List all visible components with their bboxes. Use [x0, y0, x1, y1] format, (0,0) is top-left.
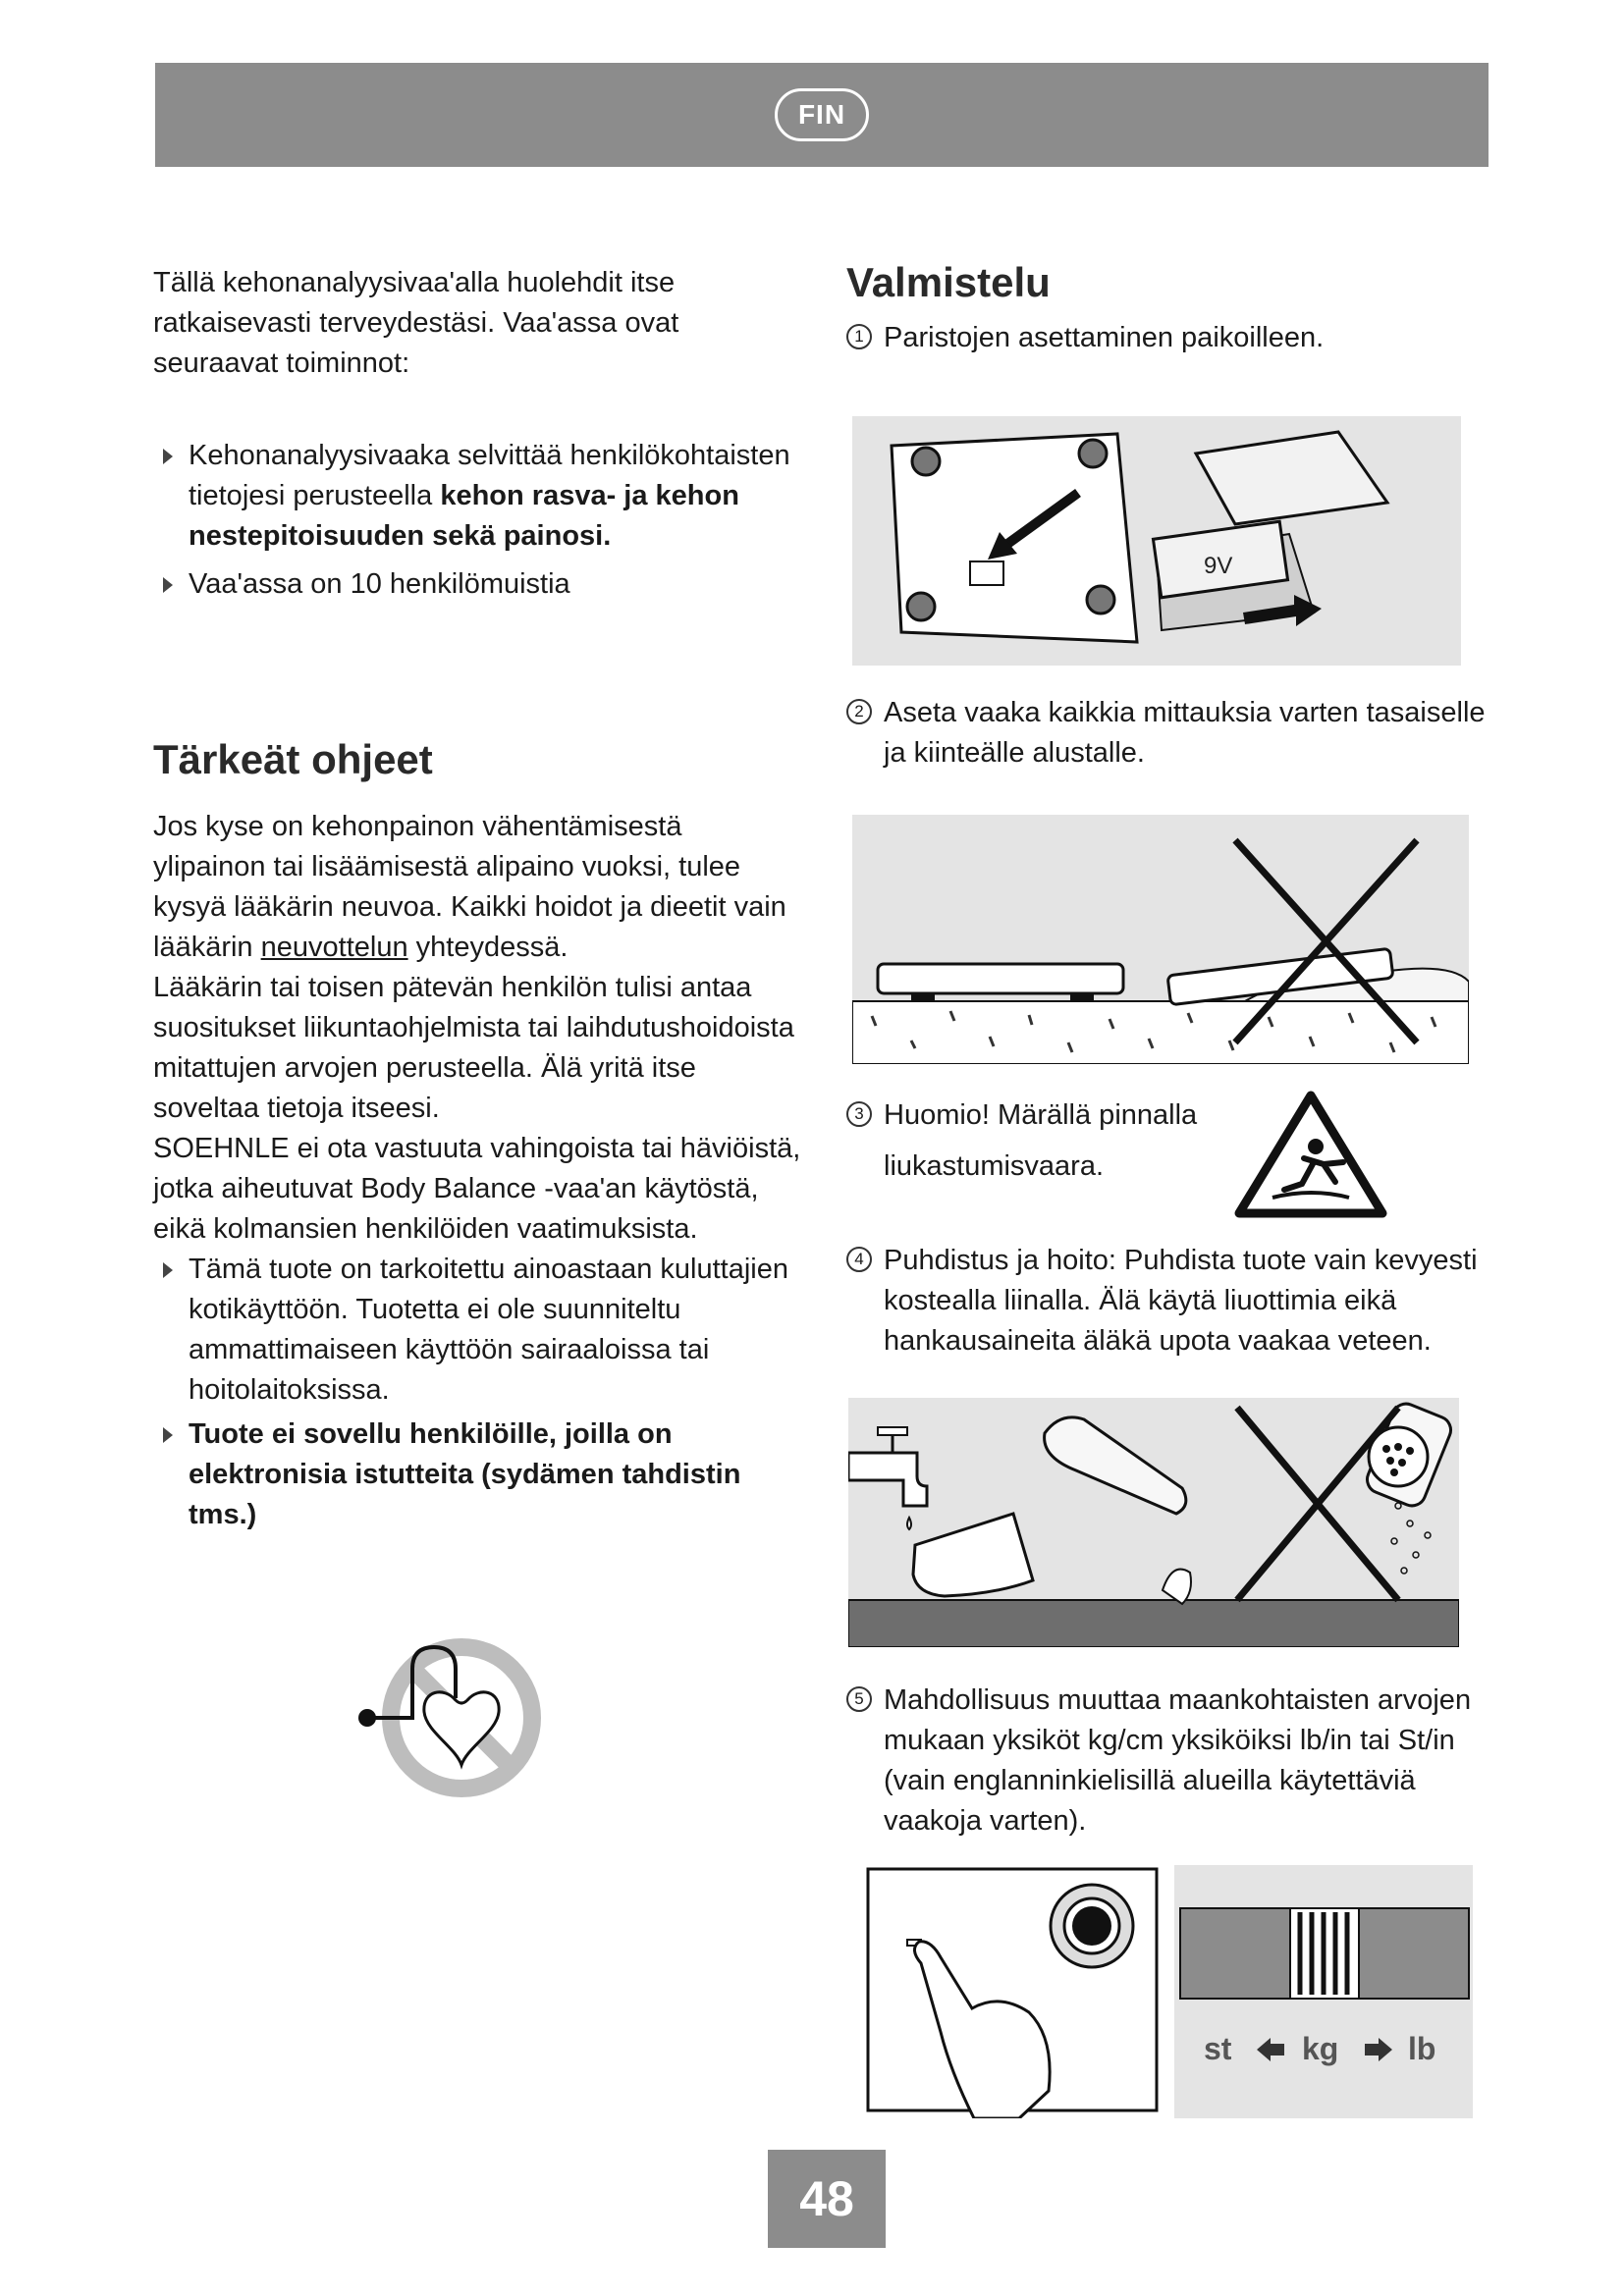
step-item — [846, 1681, 1494, 1842]
important-paragraph-3: SOEHNLE ei ota vastuuta vahingoista tai häviöistä, jotka aiheutuvat Body Balance -vaa'an käytöstä, eikä kolmansien henkilöiden vaatimuksista. — [153, 1133, 801, 1245]
header-bar — [155, 63, 1489, 167]
step-number: 2 — [846, 699, 872, 724]
list-item — [153, 564, 801, 605]
step-text: Huomio! Märällä pinnalla liukastumisvaara. — [884, 1099, 1198, 1182]
step-number: 5 — [846, 1686, 872, 1712]
flat-surface-illustration — [852, 815, 1469, 1064]
bullet-arrow-icon — [163, 577, 173, 593]
unit-button-illustration — [862, 1865, 1166, 2118]
important-paragraph-2: Lääkärin tai toisen pätevän henkilön tulisi antaa suositukset liikuntaohjelmista tai laihdutushoidoista mitattujen arvojen perusteella. Älä yritä itse soveltaa tietoja itseesi. — [153, 972, 794, 1124]
step-2 — [846, 693, 1494, 774]
intro-text: Tällä kehonanalyysivaa'alla huolehdit itse ratkaisevasti terveydestäsi. Vaa'assa ovat seuraavat toiminnot: — [153, 267, 679, 379]
notice-text: Tämä tuote on tarkoitettu ainoastaan kuluttajien kotikäyttöön. Tuotetta ei ole suunniteltu ammattimaiseen käyttöön sairaaloissa tai hoitolaitoksissa. — [189, 1254, 788, 1406]
important-heading: Tärkeät ohjeet — [153, 736, 433, 782]
unit-lb-label: lb — [1408, 2031, 1436, 2066]
step-item — [846, 1090, 1257, 1192]
unit-st-label: st — [1204, 2031, 1232, 2066]
preparation-section — [846, 259, 1494, 358]
step-item — [846, 318, 1494, 358]
step-item — [846, 693, 1494, 774]
slippery-warning-icon — [1233, 1090, 1388, 1221]
bullet-arrow-icon — [163, 1262, 173, 1278]
battery-label: 9V — [1204, 553, 1233, 579]
preparation-heading: Valmistelu — [846, 259, 1051, 305]
feature-text-plain: Vaa'assa on 10 henkilömuistia — [189, 568, 570, 600]
important-body — [153, 807, 801, 1535]
feature-text-bold: kehon rasva- ja kehon nestepitoisuuden sekä painosi. — [189, 480, 739, 552]
page-number: 48 — [768, 2150, 886, 2248]
step-text: Aseta vaaka kaikkia mittauksia varten tasaiselle ja kiinteälle alustalle. — [884, 697, 1486, 769]
step-5 — [846, 1681, 1494, 1842]
notice-text-bold: Tuote ei sovellu henkilöille, joilla on elektronisia istutteita (sydämen tahdistin tms.) — [189, 1418, 741, 1530]
no-pacemaker-icon — [353, 1629, 569, 1806]
list-item — [153, 436, 801, 557]
feature-list — [153, 436, 801, 605]
bullet-arrow-icon — [163, 449, 173, 464]
step-3 — [846, 1090, 1494, 1192]
cleaning-illustration — [848, 1398, 1459, 1647]
feature-text-plain: Kehonanalyysivaaka selvittää henkilökohtaisten tietojesi perusteella — [189, 440, 790, 511]
important-paragraph-1 — [153, 807, 801, 968]
step-4 — [846, 1241, 1494, 1362]
unit-kg-label: kg — [1302, 2031, 1339, 2066]
step-text: Puhdistus ja hoito: Puhdista tuote vain kevyesti kostealla liinalla. Älä käytä liuottimia eikä hankausaineita äläkä upota vaakaa veteen. — [884, 1245, 1478, 1357]
paragraph-text: yhteydessä. — [407, 932, 568, 963]
list-item — [153, 1250, 801, 1411]
language-badge: FIN — [775, 88, 869, 141]
step-text: Mahdollisuus muuttaa maankohtaisten arvojen mukaan yksiköt kg/cm yksiköiksi lb/in tai St/in (vain englanninkielisillä alueilla käytettäviä vaakoja varten). — [884, 1684, 1472, 1837]
bullet-arrow-icon — [163, 1427, 173, 1443]
step-number: 3 — [846, 1101, 872, 1127]
paragraph-text: Jos kyse on kehonpainon vähentämisestä ylipainon tai lisäämisestä alipaino vuoksi, tulee kysyä lääkärin neuvoa. Kaikki hoidot ja dieetit vain lääkärin — [153, 811, 786, 963]
important-section — [153, 736, 801, 783]
step-number: 1 — [846, 324, 872, 349]
step-item — [846, 1241, 1494, 1362]
step-text: Paristojen asettaminen paikoilleen. — [884, 322, 1325, 353]
list-item — [153, 1415, 801, 1535]
unit-switch-illustration — [1174, 1865, 1473, 2118]
underlined-word: neuvottelun — [260, 932, 408, 963]
step-number: 4 — [846, 1247, 872, 1272]
intro-section — [153, 263, 801, 384]
battery-insertion-illustration — [852, 416, 1461, 666]
